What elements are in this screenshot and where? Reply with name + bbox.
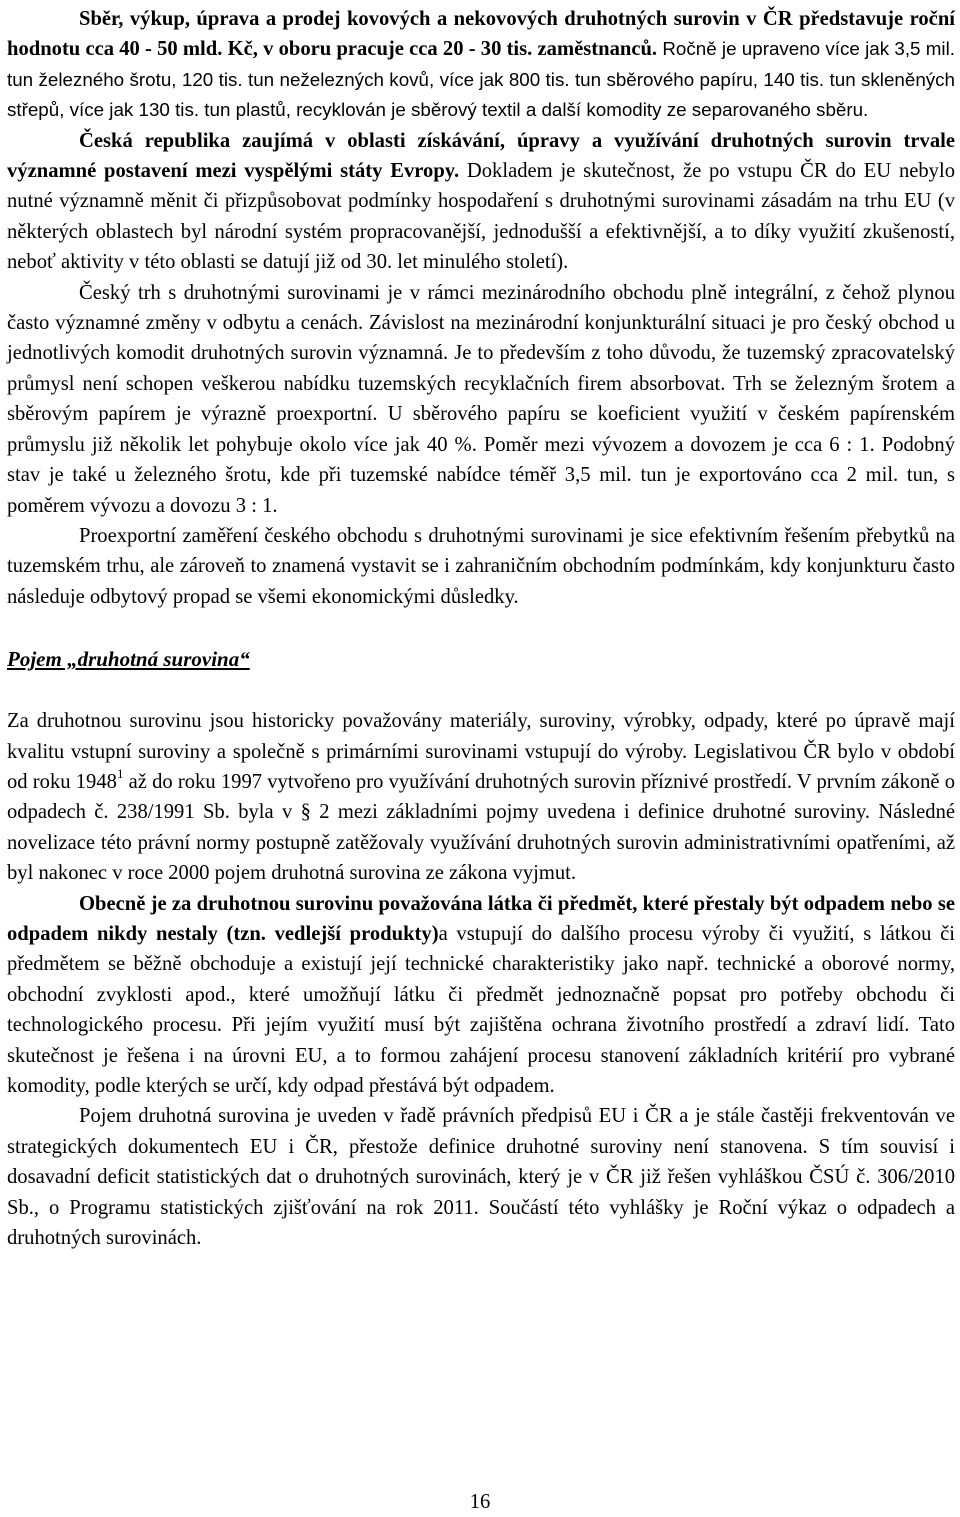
paragraph-general-definition — [7, 889, 955, 1102]
bold-czech-position: Česká republika zaujímá v oblasti získávání, úpravy a využívání druhotných surovin trvale významné postavení mezi vyspělými státy Evropy. — [7, 129, 955, 183]
paragraph-export-orientation: Proexportní zaměření českého obchodu s druhotnými surovinami je sice efektivním řešením přebytků na tuzemském trhu, ale zároveň to znamená vystavit se i zahraničním obchodním podmínkám, kdy konjunkturu často následuje odbytový propad se všemi ekonomickými důsledky. — [7, 524, 955, 608]
paragraph-definition-history — [7, 706, 955, 888]
text-history-part2: až do roku 1997 vytvořeno pro využívání druhotných surovin příznivé prostředí. V prvním zákoně o odpadech č. 238/1991 Sb. byla v § 2 mezi základními pojmy uvedena i definice druhotné suroviny. Následné novelizace této právní normy postupně zatěžovaly využívání druhotných surovin administrativními opatřeními, až byl nakonec v roce 2000 pojem druhotná surovina ze zákona vyjmut. — [7, 770, 955, 885]
paragraph-recycling-market — [7, 4, 955, 126]
bold-intro-text: Sběr, výkup, úprava a prodej kovových a nekovových druhotných surovin v ČR představuje roční hodnotu cca 40 - 50 mld. Kč, v oboru pracuje cca 20 - 30 tis. zaměstnanců. — [7, 8, 955, 61]
text-eu-entry: Dokladem je skutečnost, že po vstupu ČR do EU nebylo nutné významně měnit či přizpůsobovat podmínky hospodaření s druhotnými surovinami zásadám na trhu EU (v některých oblastech byl národní systém propracovanější, jednodušší a efektivnější, a to díky využití zkušeností, neboť aktivity v této oblasti se datují již od 30. let minulého století). — [7, 160, 955, 274]
text-definition-detail: a vstupují do dalšího procesu výroby či využití, s látkou či předmětem se běžně obchoduje a existují její technické charakteristiky jako např. technické a oborové normy, obchodní zvyklosti apod., které umožňují látku či předmět jednoznačně popsat pro potřeby obchodu či technologického procesu. Při jejím využití musí být zajištěna ochrana životního prostředí a zdraví lidí. Tato skutečnost je řešena i na úrovni EU, a to formou zahájení procesu stanovení základních kritérií pro vybrané komodity, podle kterých se určí, kdy odpad přestává být odpadem. — [7, 922, 955, 1097]
bold-general-definition: Obecně je za druhotnou surovinu považována látka či předmět, které přestaly být odpadem nebo se odpadem nikdy nestaly (tzn. vedlejší produkty) — [7, 892, 955, 945]
page-number: 16 — [469, 1491, 491, 1513]
paragraph-czech-market: Český trh s druhotnými surovinami je v rámci mezinárodního obchodu plně integrální, z čehož plynou často významné změny v odbytu a cenách. Závislost na mezinárodní konjunkturální situaci je pro český obchod u jednotlivých komodit druhotných surovin významná. Je to především z toho důvodu, že tuzemský zpracovatelský průmysl není schopen veškerou nabídku tuzemských recyklačních firem absorbovat. Trh se železným šrotem a sběrovým papírem je výrazně proexportní. U sběrového papíru se koeficient využití v českém papírenském průmyslu již několik let pohybuje okolo více jak 40 %. Poměr mezi vývozem a dovozem je cca 6 : 1. Podobný stav je také u železného šrotu, kde při tuzemské nabídce téměř 3,5 mil. tun je exportováno cca 2 mil. tun, s poměrem vývozu a dovozu 3 : 1. — [7, 281, 955, 517]
section-heading: Pojem „druhotná surovina“ — [7, 647, 250, 672]
footnote-marker[interactable]: 1 — [116, 766, 124, 782]
paragraph-czech-position — [7, 126, 955, 278]
document-page — [7, 0, 955, 1253]
text-history-part1: Za druhotnou surovinu jsou historicky považovány materiály, suroviny, výrobky, odpady, které po úpravě mají kvalitu vstupní suroviny a společně s primárními surovinami vstupují do výroby. Legislativou ČR bylo v období od roku 1948 — [7, 710, 955, 793]
sans-text-volumes: Ročně je upraveno více jak 3,5 mil. tun železného šrotu, 120 tis. tun neželezných kovů, více jak 800 tis. tun sběrového papíru, 140 tis. tun skleněných střepů, více jak 130 tis. tun plastů, recyklován je sběrový textil a další komodity ze separovaného sběru. — [7, 38, 955, 121]
paragraph-legal-regulations: Pojem druhotná surovina je uveden v řadě právních předpisů EU i ČR a je stále častěji frekventován ve strategických dokumentech EU i ČR, přestože definice druhotné suroviny není stanovena. S tím souvisí i dosavadní deficit statistických dat o druhotných surovinách, který je v ČR již řešen vyhláškou ČSÚ č. 306/2010 Sb., o Programu statistických zjišťování na rok 2011. Součástí této vyhlášky je Roční výkaz o odpadech a druhotných surovinách. — [7, 1105, 955, 1250]
